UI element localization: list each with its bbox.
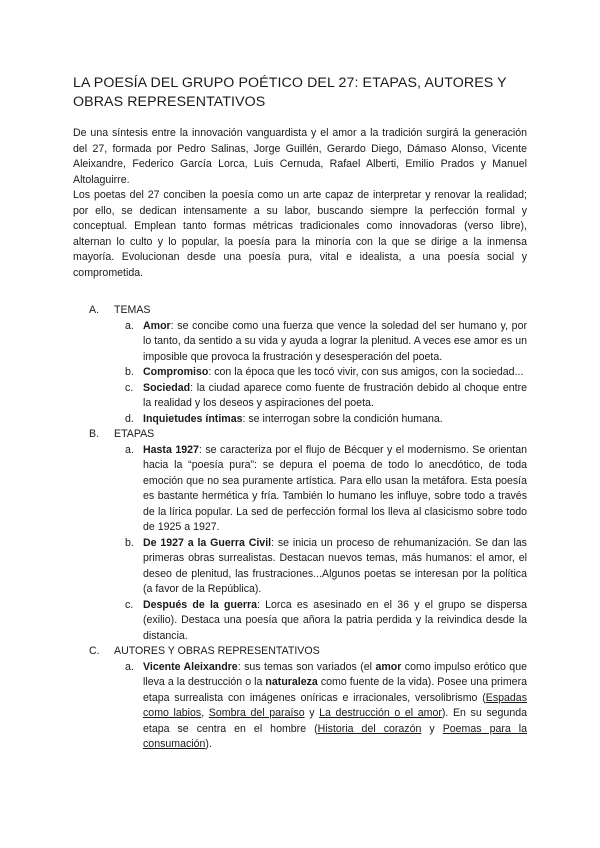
item-text: : se interrogan sobre la condición humana.	[242, 412, 443, 425]
section-heading	[73, 303, 527, 319]
item-term: Compromiso	[143, 366, 209, 378]
author-name: Vicente Aleixandre	[143, 660, 238, 673]
item-text: y	[304, 707, 320, 719]
item-text: ).	[205, 738, 212, 750]
item-text: : con la época que les tocó vivir, con sus amigos, con la sociedad...	[208, 366, 524, 378]
section-temas	[73, 303, 527, 427]
item-text: : sus temas son variados (el	[237, 660, 376, 673]
list-item	[73, 443, 527, 536]
list-item	[73, 319, 527, 366]
section-title: AUTORES Y OBRAS REPRESENTATIVOS	[114, 645, 320, 657]
list-item	[73, 660, 527, 753]
work-title: Poemas para la consumación	[143, 722, 528, 750]
item-term: Hasta 1927	[143, 443, 199, 456]
item-text: : se caracteriza por el flujo de Bécquer y el modernismo. Se orientan hacia la “poesía pura”: se depura el poema de todo lo anecdótico, de toda emoción que no sea puramente artística. Para ello usan la metáfora. Esta poesía es bastante hermética y fría. También lo humano les influye, sobre todo a través de la lírica popular. La sed de perfección formal los lleva al clasicismo sobre todo de 1925 a 1927.	[143, 443, 527, 533]
item-marker: b.	[125, 536, 134, 549]
list-item	[73, 365, 527, 381]
work-title: La destrucción o el amor	[319, 707, 442, 719]
work-title: Sombra del paraíso	[208, 707, 305, 719]
list-item	[73, 381, 527, 412]
section-title: ETAPAS	[114, 428, 155, 440]
section-letter: B.	[89, 428, 100, 440]
intro-paragraph-1: De una síntesis entre la innovación vanguardista y el amor a la tradición surgirá la generación del 27, formada por Pedro Salinas, Jorge Guillén, Gerardo Diego, Dámaso Alonso, Vicente Aleixandre, Federico García Lorca, Luis Cernuda, Rafael Alberti, Emilio Prados y Manuel Altolaguirre.	[73, 127, 527, 186]
list-item	[73, 536, 527, 598]
item-text: : Lorca es asesinado en el 36 y el grupo se dispersa (exilio). Destaca una poesía que añora la patria perdida y la reivindica desde la distancia.	[143, 598, 527, 642]
item-marker: c.	[125, 598, 134, 611]
item-text: ,	[201, 707, 209, 719]
section-heading	[73, 427, 527, 443]
item-text: : se inicia un proceso de rehumanización. Se dan las primeras obras surrealistas. Destacan nuevos temas, más humanos: el amor, el deseo de plenitud, las frustraciones...Algunos poetas se interesan por la política (a favor de la República).	[143, 536, 527, 595]
item-term: Amor	[143, 319, 171, 332]
theme-term: amor	[375, 660, 402, 673]
item-text: ). En su segunda etapa se centra en el hombre (	[143, 707, 528, 735]
document-body	[73, 126, 527, 753]
section-title: TEMAS	[114, 304, 151, 316]
work-title: Espadas como labios	[143, 691, 527, 719]
section-autores	[73, 644, 527, 753]
section-letter: C.	[89, 645, 100, 657]
item-term: Después de la guerra	[143, 598, 257, 611]
intro-paragraph-2: Los poetas del 27 conciben la poesía como un arte capaz de interpretar y renovar la realidad; por ello, se dedican intensamente a su labor, buscando siempre la perfección formal y conceptual. Emplean tanto formas métricas tradicionales como innovadoras (verso libre), alternan lo culto y lo popular, la poesía para la minoría con la que se dirige a la inmensa mayoría. Evolucionan desde una poesía pura, vital e idealista, a una poesía social y comprometida.	[73, 189, 527, 279]
item-marker: b.	[125, 366, 134, 378]
list-item	[73, 412, 527, 428]
item-text: : se concibe como una fuerza que vence la soledad del ser humano y, por lo tanto, da sentido a su vida y ayuda a lograr la plenitud. A veces ese amor es un imposible que provoca la frustración y desesperación del poeta.	[143, 319, 527, 363]
item-text: como fuente de la vida). Posee una primera etapa surrealista con imágenes oníricas e irracionales, versolibrismo (	[143, 676, 527, 704]
item-text: como impulso erótico que lleva a la destrucción o la	[143, 660, 527, 688]
item-text: : la ciudad aparece como fuente de frustración debido al choque entre la realidad y los deseos y aspiraciones del poeta.	[143, 381, 527, 409]
list-item	[73, 598, 527, 645]
section-heading	[73, 644, 527, 660]
section-letter: A.	[89, 304, 100, 316]
item-marker: a.	[125, 319, 134, 332]
item-marker: a.	[125, 443, 134, 456]
section-etapas	[73, 427, 527, 644]
work-title: Historia del corazón	[317, 722, 422, 735]
item-term: Inquietudes íntimas	[143, 412, 243, 425]
item-marker: d.	[125, 412, 134, 425]
item-term: Sociedad	[143, 381, 191, 394]
theme-term: naturaleza	[265, 676, 318, 688]
item-marker: c.	[125, 381, 134, 394]
document-title: LA POESÍA DEL GRUPO POÉTICO DEL 27: ETAPAS, AUTORES Y OBRAS REPRESENTATIVOS	[73, 75, 507, 110]
item-term: De 1927 a la Guerra Civil	[143, 536, 272, 549]
item-marker: a.	[125, 660, 134, 673]
item-text: y	[421, 722, 443, 735]
